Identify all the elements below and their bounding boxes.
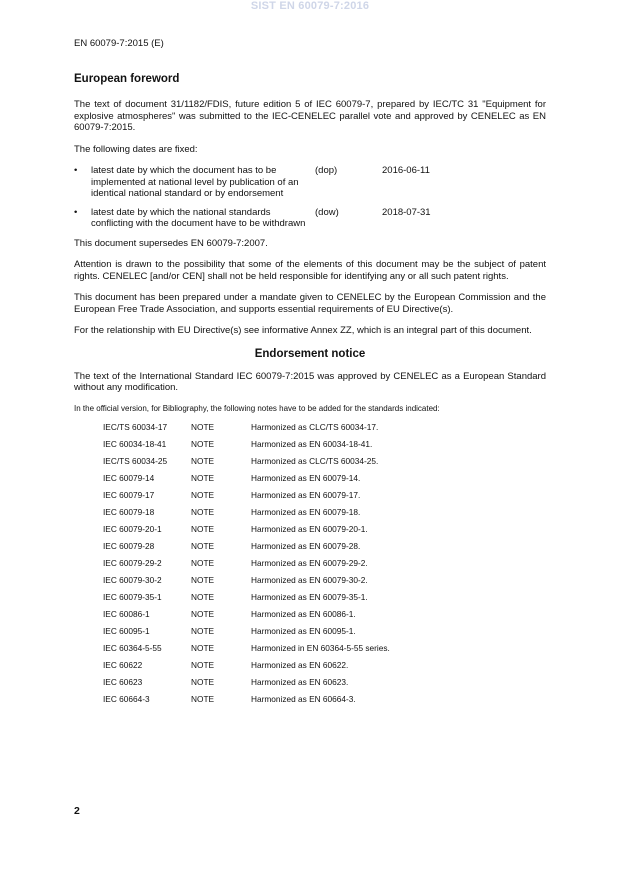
dates-list (74, 165, 546, 230)
bullet: • (74, 165, 78, 176)
note-label: NOTE (191, 693, 215, 704)
standard-id: IEC 60079-17 (103, 489, 155, 500)
standard-id: IEC 60079-30-2 (103, 574, 162, 585)
note-label: NOTE (191, 557, 215, 568)
standard-id: IEC 60079-14 (103, 472, 155, 483)
endorsement-text: The text of the International Standard IEC 60079-7:2015 was approved by CENELEC as a European Standard without any modification. (74, 370, 546, 393)
harmonized-notes-table (103, 422, 390, 711)
harmonization-text: Harmonized as EN 60079-17. (251, 489, 361, 500)
table-row (103, 558, 390, 575)
standard-id: IEC 60623 (103, 676, 143, 687)
standard-id: IEC 60034-18-41 (103, 438, 167, 449)
table-row (103, 575, 390, 592)
standard-id: IEC/TS 60034-25 (103, 455, 168, 466)
document-reference: EN 60079-7:2015 (E) (74, 38, 164, 49)
standard-id: IEC 60664-3 (103, 693, 150, 704)
date-value: 2018-07-31 (382, 206, 431, 218)
dates-intro: The following dates are fixed: (74, 143, 198, 155)
note-label: NOTE (191, 438, 215, 449)
note-label: NOTE (191, 625, 215, 636)
standard-id: IEC 60086-1 (103, 608, 150, 619)
standard-id: IEC 60079-18 (103, 506, 155, 517)
standard-id: IEC 60079-35-1 (103, 591, 162, 602)
mandate-statement: This document has been prepared under a mandate given to CENELEC by the European Commission and the European Free Trade Association, and supports essential requirements of EU Directive(s). (74, 292, 546, 315)
table-row (103, 524, 390, 541)
harmonization-text: Harmonized as EN 60664-3. (251, 693, 356, 704)
bibliography-note: In the official version, for Bibliography, the following notes have to be added for the standards indicated: (74, 403, 440, 413)
harmonization-text: Harmonized as EN 60079-14. (251, 472, 361, 483)
date-item-dop (74, 165, 546, 200)
note-label: NOTE (191, 608, 215, 619)
harmonization-text: Harmonized as EN 60034-18-41. (251, 438, 373, 449)
harmonization-text: Harmonized in EN 60364-5-55 series. (251, 642, 390, 653)
table-row (103, 626, 390, 643)
standard-id: IEC 60622 (103, 659, 143, 670)
harmonization-text: Harmonized as EN 60079-28. (251, 540, 361, 551)
harmonization-text: Harmonized as EN 60079-20-1. (251, 523, 368, 534)
note-label: NOTE (191, 642, 215, 653)
table-row (103, 422, 390, 439)
page-content (74, 72, 546, 711)
harmonization-text: Harmonized as EN 60079-29-2. (251, 557, 368, 568)
date-description: latest date by which the national standards conflicting with the document have to be withdrawn (91, 206, 306, 229)
note-label: NOTE (191, 659, 215, 670)
date-item-dow (74, 207, 546, 230)
table-row (103, 439, 390, 456)
patent-attention: Attention is drawn to the possibility that some of the elements of this document may be the subject of patent rights. CENELEC [and/or CEN] shall not be held responsible for identifying any or all such patent rights. (74, 259, 546, 282)
note-label: NOTE (191, 421, 215, 432)
standard-id: IEC 60079-20-1 (103, 523, 162, 534)
table-row (103, 694, 390, 711)
harmonization-text: Harmonized as EN 60079-18. (251, 506, 361, 517)
standard-id: IEC 60079-29-2 (103, 557, 162, 568)
table-row (103, 490, 390, 507)
harmonization-text: Harmonized as EN 60079-30-2. (251, 574, 368, 585)
table-row (103, 592, 390, 609)
standard-id: IEC 60364-5-55 (103, 642, 162, 653)
foreword-title: European foreword (74, 73, 180, 85)
date-description: latest date by which the document has to be implemented at national level by publication of an identical national standard or by endorsement (91, 165, 299, 199)
supersedes-statement: This document supersedes EN 60079-7:2007. (74, 237, 268, 249)
standard-id: IEC 60095-1 (103, 625, 150, 636)
table-row (103, 507, 390, 524)
date-value: 2016-06-11 (382, 165, 430, 176)
note-label: NOTE (191, 676, 215, 687)
standard-id: IEC/TS 60034-17 (103, 421, 168, 432)
standard-id: IEC 60079-28 (103, 540, 155, 551)
harmonization-text: Harmonized as EN 60095-1. (251, 625, 356, 636)
directive-relationship: For the relationship with EU Directive(s) see informative Annex ZZ, which is an integral part of this document. (74, 325, 532, 336)
table-row (103, 677, 390, 694)
note-label: NOTE (191, 574, 215, 585)
foreword-intro: The text of document 31/1182/FDIS, future edition 5 of IEC 60079-7, prepared by IEC/TC 31 "Equipment for explosive atmospheres" was submitted to the IEC-CENELEC parallel vote and approved by CENELEC as EN 60079-7:2015. (74, 99, 546, 133)
note-label: NOTE (191, 472, 215, 483)
note-label: NOTE (191, 591, 215, 602)
table-row (103, 541, 390, 558)
page-number: 2 (74, 805, 80, 817)
endorsement-title: Endorsement notice (254, 347, 366, 360)
bullet: • (74, 206, 78, 218)
harmonization-text: Harmonized as CLC/TS 60034-25. (251, 455, 379, 466)
table-row (103, 609, 390, 626)
harmonization-text: Harmonized as EN 60623. (251, 676, 349, 687)
harmonization-text: Harmonized as EN 60622. (251, 659, 349, 670)
note-label: NOTE (191, 506, 215, 517)
table-row (103, 643, 390, 660)
note-label: NOTE (191, 489, 215, 500)
harmonization-text: Harmonized as EN 60079-35-1. (251, 591, 368, 602)
table-row (103, 473, 390, 490)
harmonization-text: Harmonized as EN 60086-1. (251, 608, 356, 619)
table-row (103, 456, 390, 473)
note-label: NOTE (191, 455, 215, 466)
note-label: NOTE (191, 540, 215, 551)
table-row (103, 660, 390, 677)
note-label: NOTE (191, 523, 215, 534)
date-abbreviation: (dop) (315, 165, 338, 176)
harmonization-text: Harmonized as CLC/TS 60034-17. (251, 421, 379, 432)
watermark: SIST EN 60079-7:2016 (250, 0, 370, 12)
date-abbreviation: (dow) (315, 206, 339, 218)
